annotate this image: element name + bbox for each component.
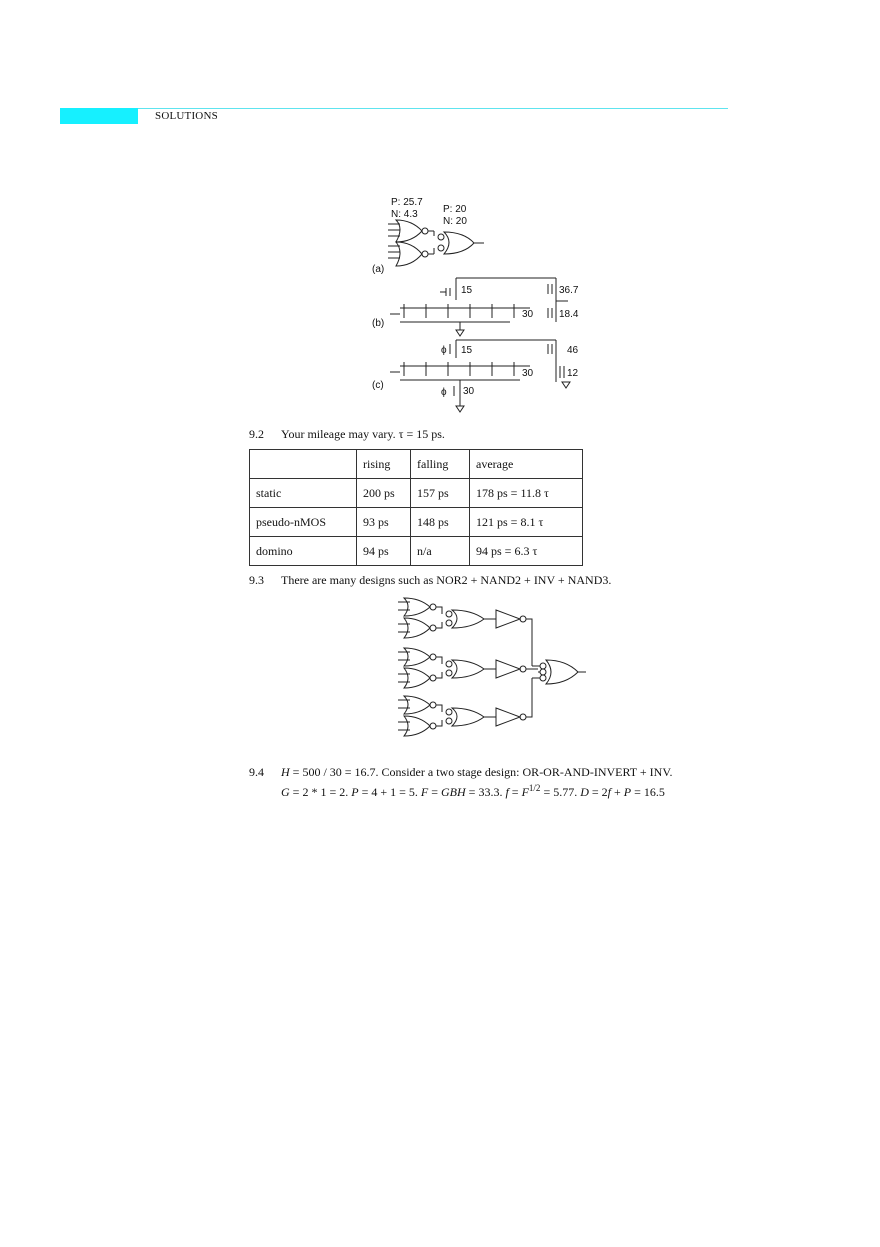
- final-nand3: [532, 660, 586, 684]
- table-cell: 94 ps: [357, 537, 411, 566]
- question-9-4-line-1: [249, 764, 672, 780]
- delay-table: [249, 449, 583, 566]
- f-eq-1: =: [428, 785, 441, 799]
- table-cell: 94 ps = 6.3 τ: [470, 537, 583, 566]
- figure-gate-tree: [390, 596, 590, 752]
- gate-group-2: [398, 648, 538, 688]
- table-cell: 178 ps = 11.8 τ: [470, 479, 583, 508]
- gate-group-1: [398, 598, 532, 666]
- table-cell: 93 ps: [357, 508, 411, 537]
- question-9-4-line-2: [281, 780, 665, 800]
- p-equation: = 4 + 1 = 5.: [358, 785, 421, 799]
- foot-size-c: 30: [463, 386, 475, 397]
- table-cell: 157 ps: [411, 479, 470, 508]
- exponent: 1/2: [528, 783, 541, 793]
- var-f-2: f: [607, 785, 612, 799]
- table-header-row: [250, 450, 583, 479]
- table-cell: pseudo-nMOS: [250, 508, 357, 537]
- question-text: There are many designs such as NOR2 + NAND2 + INV + NAND3.: [281, 573, 612, 587]
- table-cell: n/a: [411, 537, 470, 566]
- inv-p-size-c: 46: [567, 345, 579, 356]
- var-g: G: [281, 785, 290, 799]
- nor-p-size: P: 25.7: [391, 197, 423, 208]
- d-eq-1: = 2: [588, 785, 608, 799]
- pmos-size-b: 15: [461, 285, 473, 296]
- figure-domino-circuits: [360, 190, 600, 420]
- var-f: f: [505, 785, 509, 799]
- label-b: (b): [372, 318, 385, 329]
- clk-label-bottom: ϕ: [441, 387, 447, 398]
- inv-p-size-b: 36.7: [559, 285, 579, 296]
- var-gbh: GBH: [441, 785, 466, 799]
- question-number: 9.3: [249, 573, 264, 587]
- table-cell: domino: [250, 537, 357, 566]
- nand-n-size: N: 20: [443, 216, 467, 227]
- table-cell: 121 ps = 8.1 τ: [470, 508, 583, 537]
- h-equation: = 500 / 30 = 16.7. Consider a two stage design: OR-OR-AND-INVERT + INV.: [289, 765, 673, 779]
- table-row: [250, 508, 583, 537]
- g-equation: = 2 * 1 = 2.: [289, 785, 352, 799]
- question-number: 9.4: [249, 765, 264, 779]
- page-number-tab: [60, 108, 138, 124]
- domino-network: [390, 340, 570, 412]
- inv-n-size-c: 12: [567, 368, 579, 379]
- label-c: (c): [372, 380, 384, 391]
- label-a: (a): [372, 264, 385, 275]
- table-header-cell: falling: [411, 450, 470, 479]
- running-head: SOLUTIONS: [155, 110, 218, 122]
- var-p: P: [351, 785, 359, 799]
- table-header-cell: rising: [357, 450, 411, 479]
- table-header-cell: average: [470, 450, 583, 479]
- var-d: D: [580, 785, 589, 799]
- pseudo-nmos-network: [390, 278, 568, 336]
- nand-p-size: P: 20: [443, 204, 467, 215]
- d-eq-2: +: [611, 785, 624, 799]
- nmos-size-c: 30: [522, 368, 534, 379]
- nand-gate: [428, 231, 484, 254]
- f-eq-2: = 33.3.: [465, 785, 506, 799]
- question-9-3: [249, 572, 611, 588]
- header-rule: [60, 108, 728, 109]
- pmos-size-c: 15: [461, 345, 473, 356]
- var-h: H: [281, 765, 290, 779]
- d-eq-3: = 16.5: [631, 785, 665, 799]
- table-cell: 148 ps: [411, 508, 470, 537]
- question-text: Your mileage may vary. τ = 15 ps.: [281, 427, 445, 441]
- table-cell: static: [250, 479, 357, 508]
- f-eq-4: = 5.77.: [540, 785, 581, 799]
- clk-label-top: ϕ: [441, 345, 447, 356]
- question-9-2: [249, 426, 445, 442]
- table-header-cell: [250, 450, 357, 479]
- var-f-cap: F: [420, 785, 429, 799]
- inv-n-size-b: 18.4: [559, 309, 579, 320]
- table-row: [250, 537, 583, 566]
- question-number: 9.2: [249, 427, 264, 441]
- var-f-cap-2: F: [521, 785, 529, 799]
- f-eq-3: =: [508, 785, 522, 799]
- nor-gate-upper: [388, 220, 428, 242]
- nmos-size-b: 30: [522, 309, 534, 320]
- nor-n-size: N: 4.3: [391, 209, 418, 220]
- gate-group-3: [398, 678, 532, 736]
- table-row: [250, 479, 583, 508]
- table-cell: 200 ps: [357, 479, 411, 508]
- var-p-2: P: [623, 785, 632, 799]
- nor-gate-lower: [388, 242, 428, 266]
